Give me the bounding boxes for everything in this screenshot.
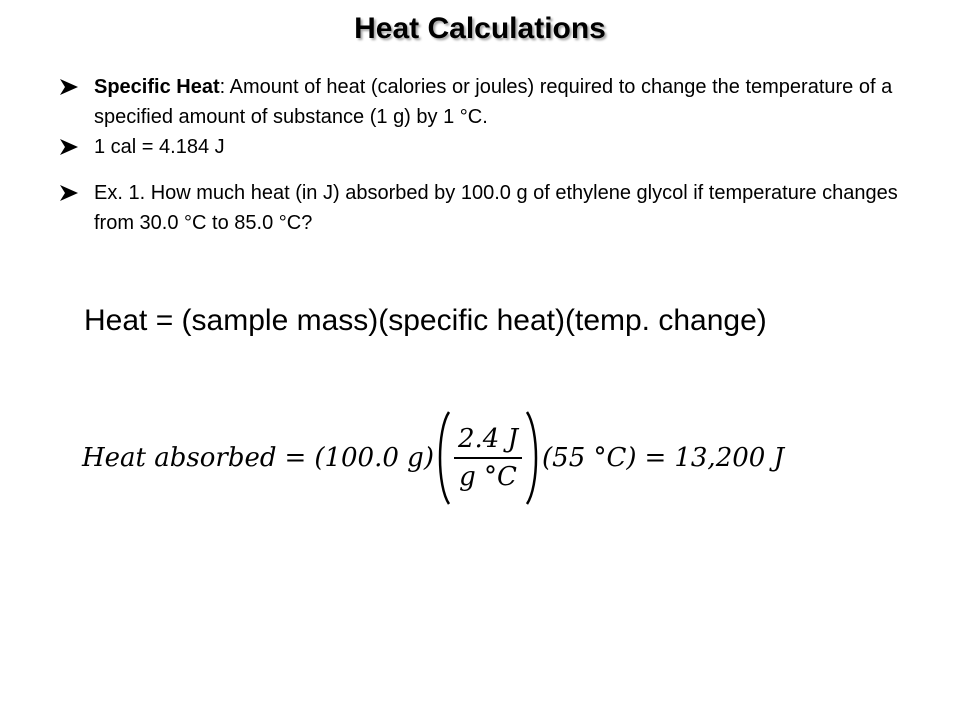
equation-equals-2: = [644,443,667,473]
specific-heat-fraction [454,421,522,495]
slide-title: Heat Calculations [354,12,606,45]
equation-equals: = [284,443,307,473]
specific-heat-definition: : Amount of heat (calories or joules) required to change the temperature of a specified amount of substance (1 g) by 1 °C. [94,76,893,128]
heat-equation [82,408,784,508]
arrow-bullet-icon [60,185,78,201]
equation-mass: (100.0 g) [314,443,434,473]
fraction-denominator: g °C [459,462,517,492]
right-big-paren-icon [524,410,542,506]
fraction-numerator: 2.4 J [457,424,519,454]
arrow-bullet-icon [60,79,78,95]
bullet-example-1 [60,178,900,238]
heat-formula-words: Heat = (sample mass)(specific heat)(temp. change) [84,304,767,337]
specific-heat-label: Specific Heat [94,76,220,98]
equation-result: 13,200 J [674,443,785,473]
arrow-bullet-icon [60,139,78,155]
bullet-specific-heat [60,72,900,132]
example-1-text: Ex. 1. How much heat (in J) absorbed by 100.0 g of ethylene glycol if temperature changes from 30.0 °C to 85.0 °C? [94,182,898,234]
cal-conversion-text: 1 cal = 4.184 J [94,136,225,158]
bullet-cal-conversion [60,132,900,162]
left-big-paren-icon [434,410,452,506]
equation-temp-change: (55 °C) [542,443,637,473]
equation-lhs: Heat absorbed [82,443,277,473]
bullet-list [60,72,900,238]
